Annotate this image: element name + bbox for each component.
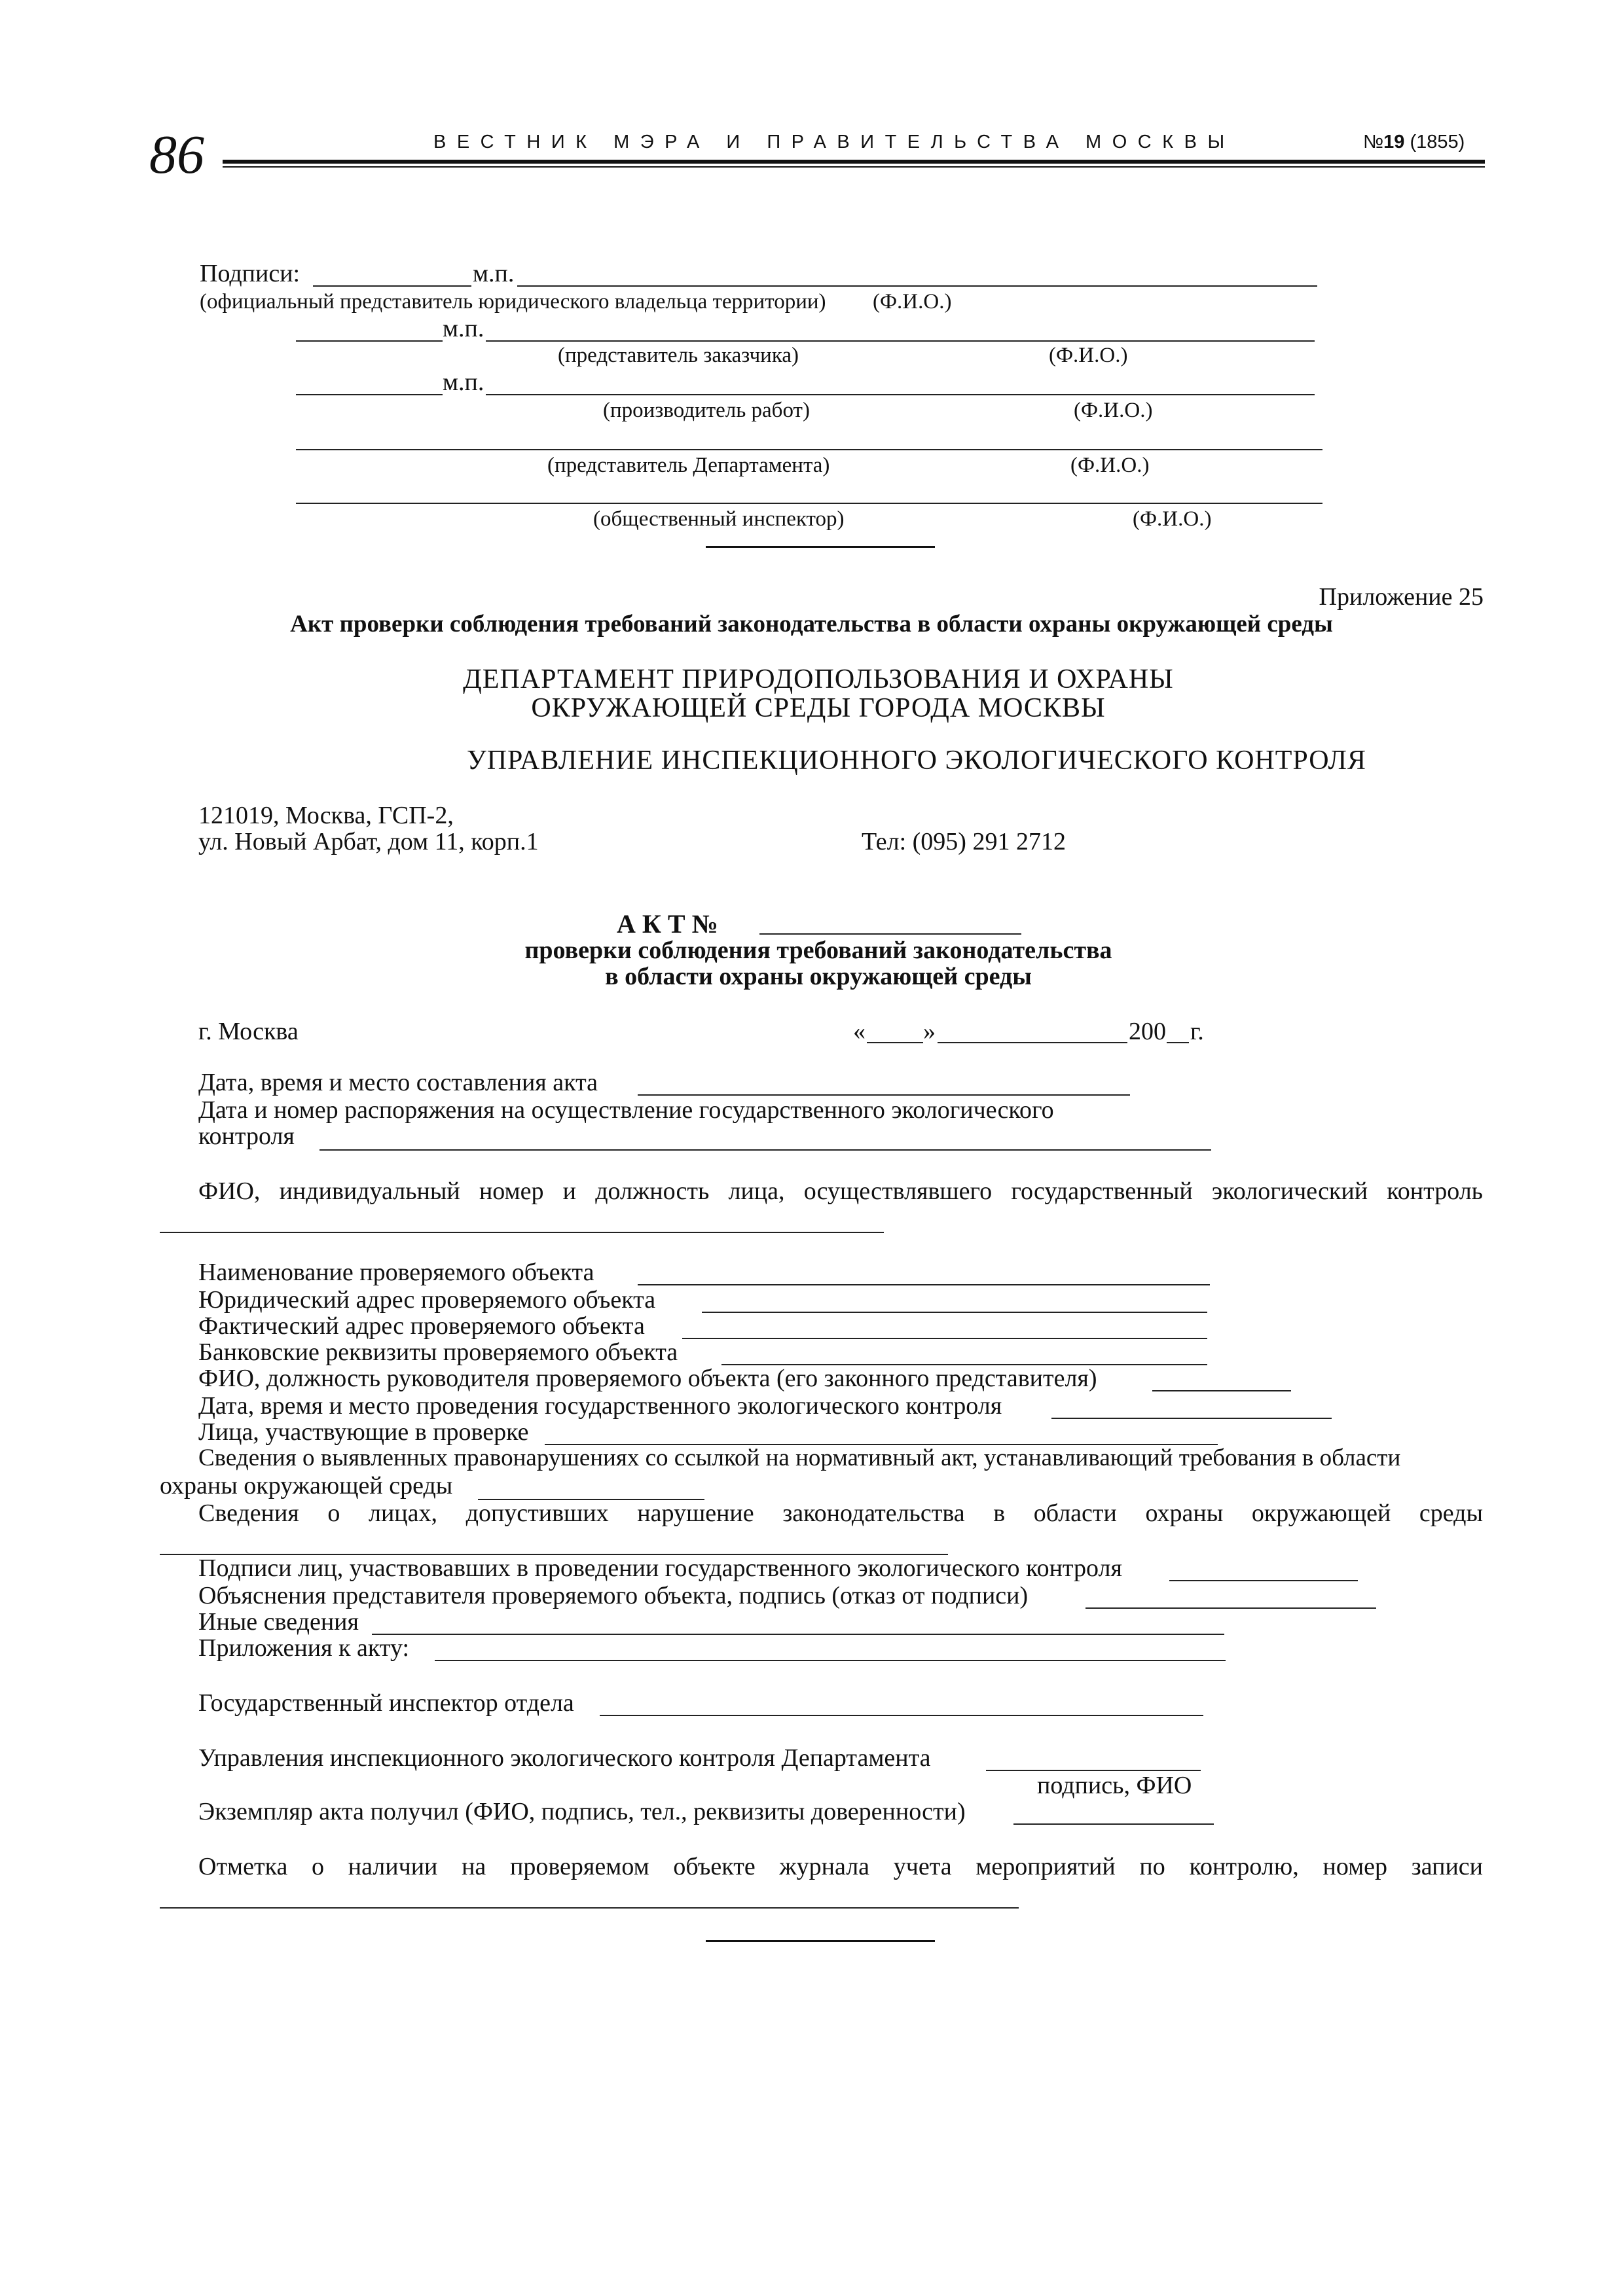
issue-number — [1363, 131, 1465, 153]
field-legal-address-label: Юридический адрес проверяемого объекта — [198, 1286, 656, 1314]
field-control-date-label: Дата, время и место проведения государственного экологического контроля — [198, 1392, 1002, 1420]
date-close-quote: » — [923, 1018, 936, 1045]
signature-line — [296, 340, 443, 342]
field-actual-address-line — [682, 1338, 1207, 1339]
address-phone: Тел: (095) 291 2712 — [862, 828, 1066, 855]
issue-prefix: № — [1363, 132, 1384, 152]
field-attachments-line — [435, 1660, 1226, 1661]
signature-role: (производитель работ) — [603, 399, 810, 422]
signature-fio: (Ф.И.О.) — [873, 290, 952, 314]
signature-role: (представитель заказчика) — [558, 344, 799, 367]
field-directorate-dept-label: Управления инспекционного экологического контроля Департамента — [198, 1744, 931, 1772]
signature-line — [313, 285, 471, 287]
appendix-title: Акт проверки соблюдения требований законодательства в области охраны окружающей среды — [290, 611, 1333, 637]
signature-fio: (Ф.И.О.) — [1070, 454, 1150, 477]
field-date-place-label: Дата, время и место составления акта — [198, 1069, 598, 1096]
journal-title: ВЕСТНИК МЭРА И ПРАВИТЕЛЬСТВА МОСКВЫ — [433, 132, 1235, 152]
signature-role: (официальный представитель юридического владельца территории) — [200, 290, 826, 314]
date-month-field — [938, 1042, 1127, 1043]
department-line-1: ДЕПАРТАМЕНТ ПРИРОДОПОЛЬЗОВАНИЯ И ОХРАНЫ — [463, 664, 1174, 694]
page-number: 86 — [149, 124, 204, 185]
field-other-label: Иные сведения — [198, 1608, 359, 1636]
appendix-label: Приложение 25 — [1319, 583, 1484, 611]
field-attachments-label: Приложения к акту: — [198, 1634, 410, 1662]
issue-suffix: (1855) — [1410, 132, 1465, 152]
field-inspector-fio-label: ФИО, индивидуальный номер и должность лица, осуществлявшего государственный экологический контроль — [198, 1177, 1483, 1205]
act-subtitle-2: в области охраны окружающей среды — [605, 963, 1032, 990]
field-copy-received-line — [1013, 1823, 1214, 1825]
issue-number-bold: 19 — [1383, 132, 1405, 152]
field-object-name-label: Наименование проверяемого объекта — [198, 1259, 594, 1286]
mp-label: м.п. — [473, 260, 515, 287]
field-order-line — [319, 1149, 1211, 1151]
field-legal-address-line — [702, 1312, 1207, 1313]
act-number-field — [759, 933, 1021, 935]
signature-line — [486, 394, 1315, 395]
field-order-label: Дата и номер распоряжения на осуществление государственного экологического — [198, 1096, 1054, 1124]
signature-line — [296, 449, 1322, 450]
field-explanations-label: Объяснения представителя проверяемого объекта, подпись (отказ от подписи) — [198, 1582, 1029, 1609]
signature-line — [486, 340, 1315, 342]
field-state-inspector-line — [600, 1715, 1203, 1716]
header-rule-thin — [223, 166, 1485, 168]
signature-role: (представитель Департамента) — [547, 454, 830, 477]
field-violators-label: Сведения о лицах, допустивших нарушение законодательства в области охраны окружающей среды — [198, 1499, 1483, 1527]
signatures-label: Подписи: — [200, 260, 301, 287]
act-heading: А К Т № — [617, 909, 718, 939]
mp-label: м.п. — [443, 315, 484, 342]
address-line-2: ул. Новый Арбат, дом 11, корп.1 — [198, 828, 539, 855]
section-separator — [706, 1940, 935, 1942]
field-participants-sign-line — [1169, 1580, 1358, 1581]
signature-line — [296, 394, 443, 395]
date-year: 200 — [1129, 1018, 1166, 1045]
field-object-name-line — [638, 1284, 1210, 1285]
field-participants-sign-label: Подписи лиц, участвовавших в проведении государственного экологического контроля — [198, 1554, 1122, 1582]
act-subtitle-1: проверки соблюдения требований законодательства — [524, 937, 1112, 964]
signature-fio: (Ф.И.О.) — [1133, 507, 1212, 531]
act-city: г. Москва — [198, 1018, 299, 1045]
section-separator — [706, 546, 935, 548]
field-sign-fio-caption: подпись, ФИО — [1037, 1772, 1192, 1799]
header-rule-thick — [223, 160, 1485, 164]
field-inspector-fio-line — [160, 1232, 884, 1233]
signature-fio: (Ф.И.О.) — [1074, 399, 1153, 422]
field-journal-note-label: Отметка о наличии на проверяемом объекте журнала учета мероприятий по контролю, номер записи — [198, 1853, 1483, 1880]
signature-line — [296, 503, 1322, 504]
field-journal-note-line — [160, 1907, 1019, 1909]
signature-role: (общественный инспектор) — [593, 507, 845, 531]
signature-line — [517, 285, 1317, 287]
field-control-date-line — [1051, 1418, 1332, 1419]
field-state-inspector-label: Государственный инспектор отдела — [198, 1689, 574, 1717]
mp-label: м.п. — [443, 368, 484, 396]
field-copy-received-label: Экземпляр акта получил (ФИО, подпись, тел., реквизиты доверенности) — [198, 1798, 966, 1825]
date-open-quote: « — [853, 1018, 866, 1045]
field-actual-address-label: Фактический адрес проверяемого объекта — [198, 1312, 645, 1340]
field-violations-cont-label: охраны окружающей среды — [160, 1472, 453, 1499]
field-order-cont-label: контроля — [198, 1122, 295, 1150]
date-year-field — [1167, 1042, 1189, 1043]
field-head-label: ФИО, должность руководителя проверяемого объекта (его законного представителя) — [198, 1365, 1097, 1392]
date-day-field — [867, 1042, 923, 1043]
field-persons-label: Лица, участвующие в проверке — [198, 1418, 529, 1446]
field-other-line — [372, 1634, 1224, 1635]
field-bank-label: Банковские реквизиты проверяемого объекта — [198, 1338, 678, 1366]
directorate-title: УПРАВЛЕНИЕ ИНСПЕКЦИОННОГО ЭКОЛОГИЧЕСКОГО КОНТРОЛЯ — [466, 745, 1367, 776]
field-head-line — [1152, 1390, 1291, 1391]
field-violations-label: Сведения о выявленных правонарушениях со ссылкой на нормативный акт, устанавливающий требования в области — [198, 1444, 1401, 1471]
date-year-suffix: г. — [1190, 1018, 1204, 1045]
field-explanations-line — [1085, 1607, 1376, 1609]
signature-fio: (Ф.И.О.) — [1049, 344, 1128, 367]
address-line-1: 121019, Москва, ГСП-2, — [198, 802, 454, 829]
department-line-2: ОКРУЖАЮЩЕЙ СРЕДЫ ГОРОДА МОСКВЫ — [531, 693, 1106, 723]
